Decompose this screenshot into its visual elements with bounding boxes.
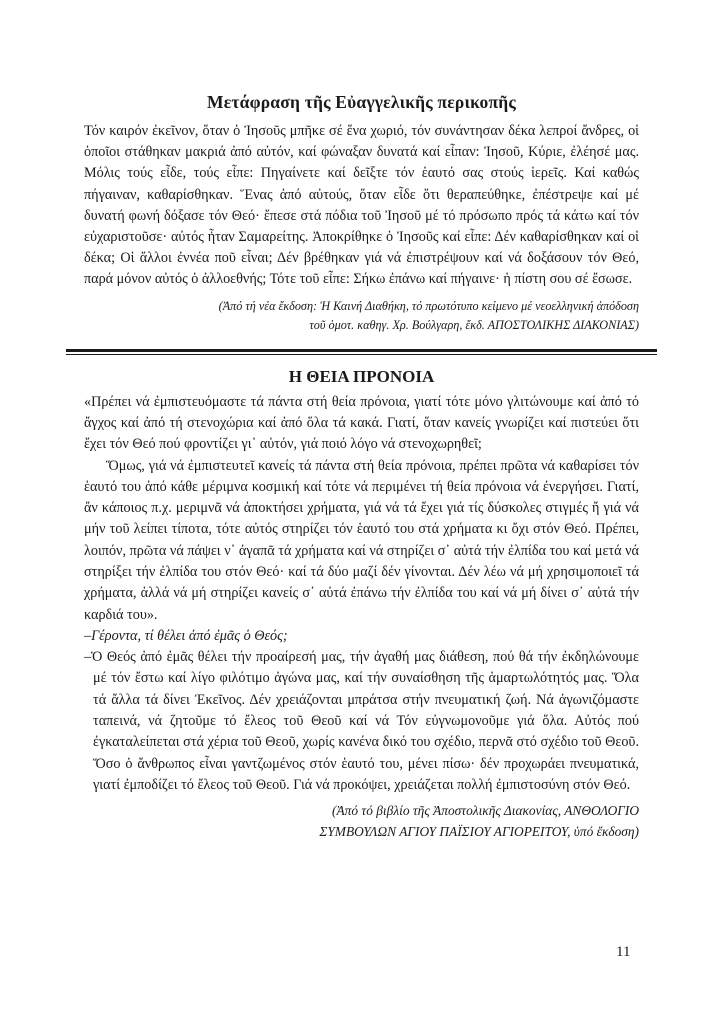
providence-citation-line-1: (Ἀπό τό βιβλίο τῆς Ἀποστολικῆς Διακονίας, ΑΝΘΟΛΟΓΙΟ — [332, 803, 639, 819]
providence-citation — [84, 800, 639, 842]
elder-question: –Γέροντα, τί θέλει ἀπό ἐμᾶς ὁ Θεός; — [84, 627, 288, 644]
providence-paragraph-2: Ὅμως, γιά νά ἐμπιστευτεῖ κανείς τά πάντα στή θεία πρόνοια, πρέπει πρῶτα νά καθαρίσει τόν ἑαυτό του ἀπό κάθε μέριμνα κοσμική καί τότε νά περιμένει τή θεία πρόνοια νά ἐνεργήσει. Γιατί, ἄν κάποιος π.χ. μεριμνᾶ νά ἀποκτήσει χρήματα, γιά νά τά ἔχει γιά τίς δύσκολες στιγμές ἤ γιά νά μήν τοῦ λείπει τίποτα, τότε αὐτός στηρίζει τόν ἑαυτό του στά χρήματα κι ὄχι στόν Θεό. Πρέπει, λοιπόν, πρῶτα νά πάψει ν᾽ ἀγαπᾶ τά χρήματα καί νά στηρίζει σ᾽ αὐτά τήν ἐλπίδα του καί μετά νά στηρίξει τήν ἐλπίδα του στόν Θεό· καί τά δύο μαζί δέν γίνονται. Δέν λέω νά μή χρησιμοποιεῖ τά χρήματα, ἀλλά νά μή στηρίζει κανείς σ᾽ αὐτά ἐπάνω τήν ἐλπίδα του καί νά μή δίνει σ᾽ αὐτά τήν καρδιά του». — [84, 457, 639, 623]
gospel-citation — [84, 297, 639, 335]
gospel-citation-line-1: (Ἀπό τή νέα ἔκδοση: Ἡ Καινή Διαθήκη, τό πρωτότυπο κείμενο μέ νεοελληνική ἀπόδοση — [218, 298, 639, 313]
providence-citation-line-2: ΣΥΜΒΟΥΛΩΝ ΑΓΙΟΥ ΠΑΪΣΙΟΥ ΑΓΙΟΡΕΙΤΟΥ, ὑπό ἔκδοση) — [319, 824, 639, 840]
document-page — [84, 92, 639, 842]
divider-thick-line — [66, 349, 657, 352]
page-number: 11 — [616, 944, 631, 960]
double-rule-divider — [66, 349, 657, 357]
divider-thin-line — [66, 354, 657, 355]
divine-providence-section — [84, 367, 639, 843]
gospel-translation-text: Τόν καιρόν ἐκεῖνον, ὅταν ὁ Ἰησοῦς μπῆκε σέ ἕνα χωριό, τόν συνάντησαν δέκα λεπροί ἄνδρες, οἱ ὁποῖοι στάθηκαν μακριά ἀπό αὐτόν, καί φώναξαν δυνατά καί εἶπαν: Ἰησοῦ, Κύριε, ἐλέησέ μας. Μόλις τούς εἶδε, τούς εἶπε: Πηγαίνετε καί δεῖξτε τόν ἑαυτό σας στούς ἱερεῖς. Καί καθώς πήγαιναν, καθαρίσθηκαν. Ἕνας ἀπό αὐτούς, ὅταν εἶδε ὅτι θεραπεύθηκε, ἐπέστρεψε καί μέ δυνατή φωνή δόξασε τόν Θεό· ἔπεσε στά πόδια τοῦ Ἰησοῦ μέ τό πρόσωπο πρός τά κάτω καί τόν εὐχαριστοῦσε· αὐτός ἦταν Σαμαρείτης. Ἀποκρίθηκε ὁ Ἰησοῦς καί εἶπε: Δέν καθαρίσθηκαν καί οἱ δέκα; Οἱ ἄλλοι ἐννέα ποῦ εἶναι; Δέν βρέθηκαν γιά νά ἐπιστρέψουν καί νά δοξάσουν τόν Θεό, παρά μόνον αὐτός ὁ ἀλλοεθνής; Τότε τοῦ εἶπε: Σήκω ἐπάνω καί πήγαινε· ἡ πίστη σου σέ ἔσωσε. — [84, 123, 639, 288]
section-title-gospel-translation: Μετάφραση τῆς Εὐαγγελικῆς περικοπῆς — [206, 92, 516, 112]
section-title-divine-providence: Η ΘΕΙΑ ΠΡΟΝΟΙΑ — [288, 366, 435, 386]
providence-paragraph-1: «Πρέπει νά ἐμπιστευόμαστε τά πάντα στή θεία πρόνοια, γιατί τότε μόνο γλιτώνουμε καί ἀπό τό ἄγχος καί ἀπό τή στενοχώρια καί ἀπό ὅλα τά κακά. Γιατί, ὅταν κανείς γνωρίζει καί πιστεύει ὅτι ἔχει τόν Θεό πού φροντίζει γι᾽ αὐτόν, γιά ποιό λόγο νά στενοχωρηθεῖ; — [84, 393, 639, 453]
elder-answer: –Ὁ Θεός ἀπό ἐμᾶς θέλει τήν προαίρεσή μας, τήν ἀγαθή μας διάθεση, πού θά τήν ἐκδηλώνουμε μέ τόν ἔστω καί λίγο φιλότιμο ἀγώνα μας, καί τήν συναίσθηση τῆς ἁμαρτωλότητός μας. Ὅλα τά ἄλλα τά δίνει Ἐκεῖνος. Δέν χρειάζονται μπράτσα στήν πνευματική ζωή. Νά ἀγωνιζόμαστε ταπεινά, νά ζητοῦμε τό ἔλεος τοῦ Θεοῦ καί νά Τόν εὐγνωμονοῦμε γιά ὅλα. Αὐτός πού ἐγκαταλείπεται στά χέρια τοῦ Θεοῦ, χωρίς κανένα δικό του σχέδιο, περνᾶ στό σχέδιο τοῦ Θεοῦ. Ὅσο ὁ ἄνθρωπος εἶναι γαντζωμένος στόν ἑαυτό του, μένει πίσω· δέν προχωράει πνευματικά, γιατί ἐμποδίζει τό ἔλεος τοῦ Θεοῦ. Γιά νά προκόψει, χρειάζεται πολλή ἐμπιστοσύνη στόν Θεό. — [84, 649, 639, 793]
gospel-translation-section — [84, 92, 639, 335]
gospel-citation-line-2: τοῦ ὁμοτ. καθηγ. Χρ. Βούλγαρη, ἔκδ. ΑΠΟΣΤΟΛΙΚΗΣ ΔΙΑΚΟΝΙΑΣ) — [309, 317, 639, 332]
